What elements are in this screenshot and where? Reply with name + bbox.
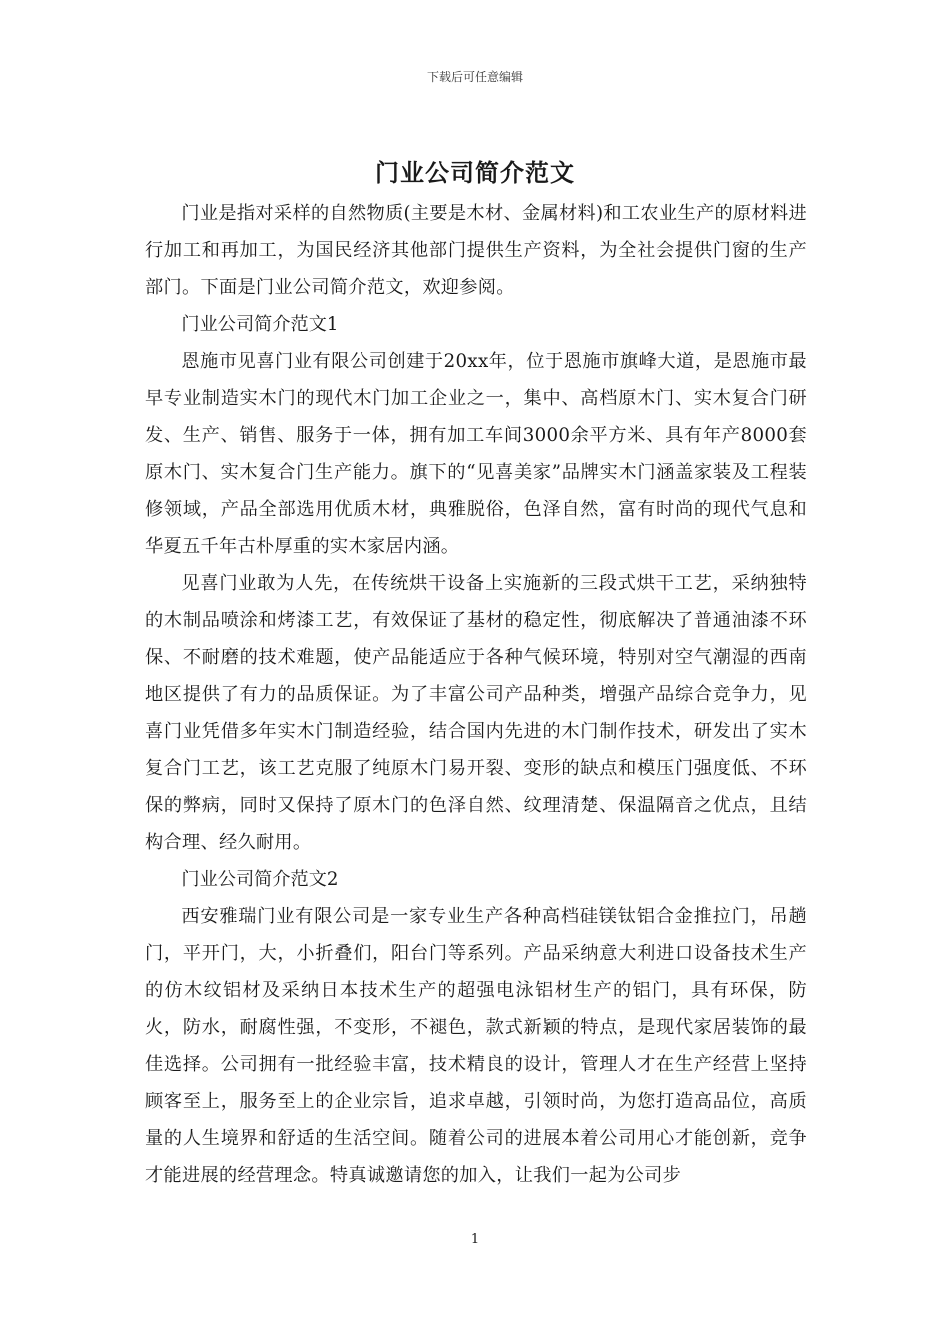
page-header-note: 下载后可任意编辑: [426, 70, 523, 84]
document-title: 门业公司简介范文: [375, 158, 575, 187]
page-number: 1: [470, 1232, 480, 1247]
section-2-paragraph-1: 西安雅瑞门业有限公司是一家专业生产各种高档硅镁钛铝合金推拉门，吊趟门，平开门，大，小折叠们，阳台门等系列。产品采纳意大利进口设备技术生产的仿木纹铝材及采纳日本技术生产的超强电泳铝材生产的铝门，具有环保，防火，防水，耐腐性强，不变形，不褪色，款式新颖的特点，是现代家居装饰的最佳选择。公司拥有一批经验丰富，技术精良的设计，管理人才在生产经营上坚持顾客至上，服务至上的企业宗旨，追求卓越，引领时尚，为您打造高品位，高质量的人生境界和舒适的生活空间。随着公司的进展本着公司用心才能创新，竞争才能进展的经营理念。特真诚邀请您的加入，让我们一起为公司步: [145, 906, 807, 1186]
section-2-heading: 门业公司简介范文2: [181, 869, 339, 890]
section-1-heading: 门业公司简介范文1: [181, 314, 339, 335]
section-1-paragraph-1: 恩施市见喜门业有限公司创建于20xx年，位于恩施市旗峰大道，是恩施市最早专业制造实木门的现代木门加工企业之一，集中、高档原木门、实木复合门研发、生产、销售、服务于一体，拥有加工车间3000余平方米、具有年产8000套原木门、实木复合门生产能力。旗下的“见喜美家”品牌实木门涵盖家装及工程装修领域，产品全部选用优质木材，典雅脱俗，色泽自然，富有时尚的现代气息和华夏五千年古朴厚重的实木家居内涵。: [145, 351, 807, 557]
document-body: [145, 195, 807, 1194]
section-1-paragraph-2: 见喜门业敢为人先，在传统烘干设备上实施新的三段式烘干工艺，采纳独特的木制品喷涂和烤漆工艺，有效保证了基材的稳定性，彻底解决了普通油漆不环保、不耐磨的技术难题，使产品能适应于各种气候环境，特别对空气潮湿的西南地区提供了有力的品质保证。为了丰富公司产品种类，增强产品综合竞争力，见喜门业凭借多年实木门制造经验，结合国内先进的木门制作技术，研发出了实木复合门工艺，该工艺克服了纯原木门易开裂、变形的缺点和模压门强度低、不环保的弊病，同时又保持了原木门的色泽自然、纹理清楚、保温隔音之优点，且结构合理、经久耐用。: [145, 573, 807, 853]
intro-paragraph: 门业是指对采样的自然物质(主要是木材、金属材料)和工农业生产的原材料进行加工和再加工，为国民经济其他部门提供生产资料，为全社会提供门窗的生产部门。下面是门业公司简介范文，欢迎参阅。: [145, 203, 807, 298]
